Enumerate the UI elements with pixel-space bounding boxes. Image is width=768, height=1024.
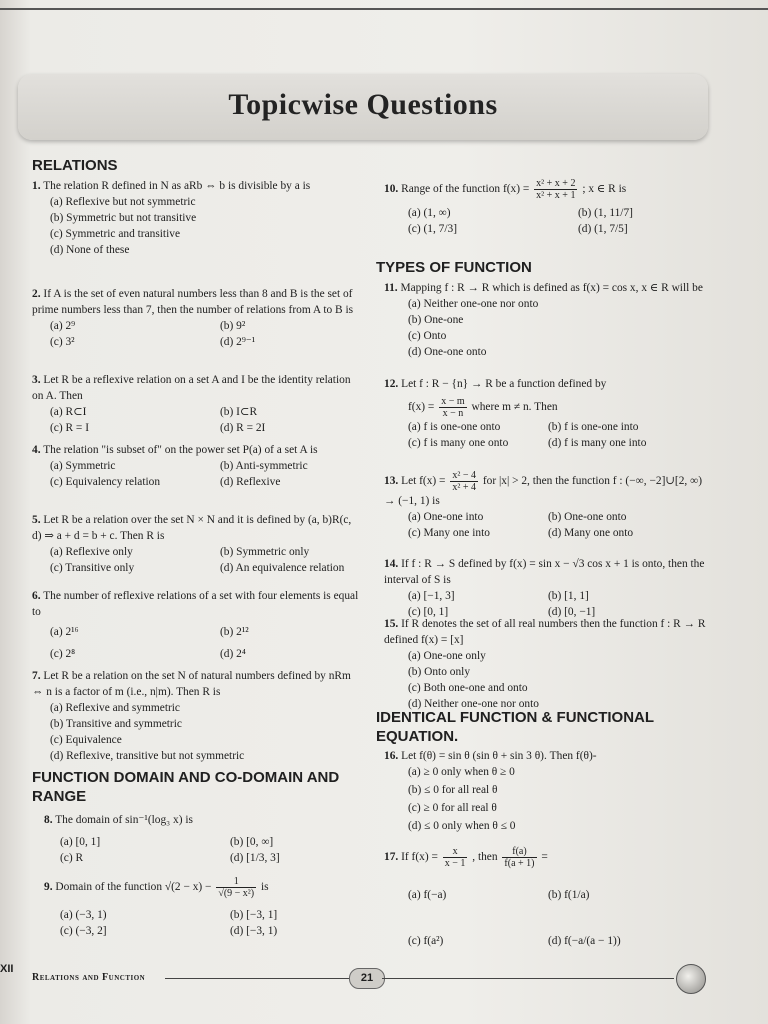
option: (d) Reflexive (220, 476, 281, 488)
top-rule (0, 8, 768, 10)
q-text: is (261, 881, 269, 894)
q-text: If f : R → S defined by f(x) = sin x − √3 cos x + 1 is onto, then the interval of S is (384, 558, 705, 586)
option: (c) f(a²) (408, 935, 444, 947)
question-4 (32, 442, 362, 490)
class-tag: XII (0, 963, 14, 975)
option: (a) Reflexive only (50, 546, 133, 558)
option: (c) Equivalence (50, 734, 122, 746)
option: (d) [1/3, 3] (230, 852, 280, 864)
q-number: 15. (384, 618, 399, 630)
fraction (502, 846, 536, 869)
option: (a) 2¹⁶ (50, 626, 79, 638)
fraction (439, 396, 466, 419)
q-number: 3. (32, 374, 41, 386)
q-text: If A is the set of even natural numbers less than 8 and B is the set of prime numbers less than 7, then the number of relations from A to B is (32, 288, 354, 316)
option: (a) 2⁹ (50, 320, 76, 332)
q-text: f(x) = (408, 401, 435, 414)
option: (a) f(−a) (408, 889, 447, 901)
question-3 (32, 372, 362, 436)
q-text: Let R be a reflexive relation on a set A and I be the identity relation on A. Then (32, 374, 351, 402)
option: (b) f is one-one into (548, 421, 639, 433)
question-11 (384, 280, 714, 360)
option: (b) I⊂R (220, 406, 258, 418)
q-number: 2. (32, 288, 41, 300)
section-identical: IDENTICAL FUNCTION & FUNCTIONAL EQUATION. (376, 709, 654, 745)
q-text: If R denotes the set of all real numbers then the function f : R → R defined f(x) = [x] (384, 618, 706, 646)
option: (c) R = I (50, 422, 89, 434)
option: (c) (−3, 2] (60, 925, 107, 937)
q-number: 14. (384, 558, 399, 570)
option: (c) Onto (408, 330, 447, 342)
option: (c) (1, 7/3] (408, 223, 458, 235)
option: (c) Transitive only (50, 562, 135, 574)
option: (a) Reflexive but not symmetric (50, 196, 196, 208)
q-number: 13. (384, 475, 399, 488)
denominator: √(9 − x²) (218, 888, 255, 899)
q-text: The number of reflexive relations of a set with four elements is equal to (32, 590, 359, 618)
option: (d) 2⁹⁻¹ (220, 336, 256, 348)
option: (c) Both one-one and onto (408, 682, 528, 694)
footer-rule-right (382, 978, 674, 979)
q-number: 6. (32, 590, 41, 602)
option: (c) 2⁸ (50, 648, 76, 660)
numerator: x² + x + 2 (536, 178, 576, 189)
q-text: If f(x) = (401, 851, 438, 864)
question-15 (384, 616, 714, 712)
option: (b) [−3, 1] (230, 909, 278, 921)
q-number: 10. (384, 183, 399, 196)
option: (a) ≥ 0 only when θ ≥ 0 (408, 766, 515, 778)
numerator: x − m (441, 396, 465, 407)
option: (d) f is many one into (548, 437, 647, 449)
option: (d) An equivalence relation (220, 562, 345, 574)
option: (b) [1, 1] (548, 590, 589, 602)
fraction (443, 846, 468, 869)
fraction (534, 178, 577, 201)
q-text: Let f : R − {n} → R be a function defined by (401, 378, 607, 390)
question-17 (384, 846, 714, 949)
question-6 (32, 588, 362, 662)
option: (b) 9² (220, 320, 246, 332)
option: (b) One-one (408, 314, 464, 326)
q-text: = (541, 851, 548, 864)
denominator: x − 1 (444, 858, 466, 869)
footer-rule-left (165, 978, 350, 979)
footer-chapter: Relations and Function (32, 972, 146, 983)
q-text: The relation "is subset of" on the power set P(a) of a set A is (43, 444, 318, 456)
option: (d) [0, −1] (548, 606, 596, 618)
option: (c) 3² (50, 336, 75, 348)
option: (a) Symmetric (50, 460, 116, 472)
q-text: Domain of the function √(2 − x) − (55, 881, 212, 894)
question-9 (44, 876, 364, 939)
option: (a) (−3, 1) (60, 909, 107, 921)
option: (b) One-one onto (548, 511, 627, 523)
option: (c) R (60, 852, 84, 864)
option: (d) None of these (50, 244, 130, 256)
option: (d) ≤ 0 only when θ ≤ 0 (408, 820, 516, 832)
option: (c) ≥ 0 for all real θ (408, 802, 497, 814)
q-number: 9. (44, 881, 53, 894)
q-text: The relation R defined in N as aRb ⇔ b is divisible by a is (43, 180, 311, 192)
question-7 (32, 668, 362, 764)
option: (c) f is many one onto (408, 437, 509, 449)
question-14 (384, 556, 714, 620)
option: (b) 2¹² (220, 626, 249, 638)
option: (a) R⊂I (50, 406, 87, 418)
option: (a) One-one only (408, 650, 486, 662)
option: (d) [−3, 1) (230, 925, 278, 937)
option: (c) Symmetric and transitive (50, 228, 181, 240)
denominator: x² + x + 1 (536, 190, 576, 201)
q-number: 7. (32, 670, 41, 682)
question-16 (384, 748, 714, 834)
page-title: Topicwise Questions (228, 88, 498, 121)
option: (b) Symmetric but not transitive (50, 212, 197, 224)
option: (b) Symmetric only (220, 546, 310, 558)
option: (c) [0, 1] (408, 606, 449, 618)
option: (b) Onto only (408, 666, 471, 678)
q-text: Let R be a relation over the set N × N and it is defined by (a, b)R(c, d) ⇒ a + d = b + c. Then R is (32, 514, 352, 542)
question-13 (384, 470, 714, 541)
option: (c) Many one into (408, 527, 490, 539)
fraction (216, 876, 256, 899)
option: (b) Transitive and symmetric (50, 718, 182, 730)
option: (b) [0, ∞] (230, 836, 274, 848)
q-text: Let f(x) = (401, 475, 446, 488)
question-10 (384, 178, 714, 237)
denominator: x² + 4 (452, 482, 476, 493)
option: (b) Anti-symmetric (220, 460, 308, 472)
fraction (450, 470, 478, 493)
q-number: 12. (384, 378, 399, 390)
q-text: for |x| > 2, then the function f : (−∞, −2]∪[2, ∞) → (−1, 1) is (384, 475, 703, 507)
option: (d) 2⁴ (220, 648, 246, 660)
question-12 (384, 376, 714, 451)
section-domain: FUNCTION DOMAIN AND CO-DOMAIN AND RANGE (32, 769, 340, 805)
option: (a) f is one-one onto (408, 421, 501, 433)
numerator: x (443, 846, 468, 858)
q-number: 4. (32, 444, 41, 456)
publisher-logo-icon (676, 964, 706, 994)
q-number: 11. (384, 282, 398, 294)
option: (a) One-one into (408, 511, 484, 523)
q-text: , then (472, 851, 498, 864)
numerator: 1 (216, 876, 256, 888)
option: (a) (1, ∞) (408, 207, 451, 219)
option: (d) Neither one-one nor onto (408, 698, 539, 710)
q-number: 5. (32, 514, 41, 526)
q-text: Let f(θ) = sin θ (sin θ + sin 3 θ). Then f(θ)- (401, 750, 597, 762)
q-text: ; x ∈ R is (582, 183, 627, 196)
option: (a) [0, 1] (60, 836, 101, 848)
option: (d) f(−a/(a − 1)) (548, 935, 621, 947)
q-number: 8. (44, 814, 53, 826)
question-8 (44, 812, 364, 866)
question-5 (32, 512, 362, 576)
q-number: 17. (384, 851, 399, 864)
option: (b) f(1/a) (548, 889, 590, 901)
section-types: TYPES OF FUNCTION (376, 259, 532, 276)
section-relations: RELATIONS (32, 157, 118, 174)
option: (d) Many one onto (548, 527, 634, 539)
q-text: The domain of sin⁻¹(log₃ x) is (55, 814, 193, 826)
q-text: Range of the function f(x) = (401, 183, 530, 196)
option: (a) Reflexive and symmetric (50, 702, 180, 714)
option: (b) ≤ 0 for all real θ (408, 784, 498, 796)
option: (b) (1, 11/7] (578, 207, 633, 219)
page-number: 21 (349, 968, 385, 989)
title-banner (18, 74, 708, 140)
option: (d) Reflexive, transitive but not symmetric (50, 750, 245, 762)
q-text: where m ≠ n. Then (471, 401, 558, 414)
question-2 (32, 286, 362, 350)
question-1 (32, 178, 362, 258)
numerator: f(a) (502, 846, 536, 858)
q-number: 16. (384, 750, 399, 762)
denominator: f(a + 1) (504, 858, 535, 869)
q-number: 1. (32, 180, 41, 192)
q-text: Mapping f : R → R which is defined as f(x) = cos x, x ∈ R will be (400, 282, 703, 294)
option: (d) One-one onto (408, 346, 487, 358)
option: (a) [−1, 3] (408, 590, 455, 602)
option: (d) (1, 7/5] (578, 223, 628, 235)
option: (a) Neither one-one nor onto (408, 298, 539, 310)
option: (c) Equivalency relation (50, 476, 161, 488)
option: (d) R = 2I (220, 422, 266, 434)
q-text: Let R be a relation on the set N of natural numbers defined by nRm ⇔ n is a factor of m (i.e., n|m). Then R is (32, 670, 351, 698)
denominator: x − n (442, 408, 464, 419)
numerator: x² − 4 (452, 470, 476, 481)
